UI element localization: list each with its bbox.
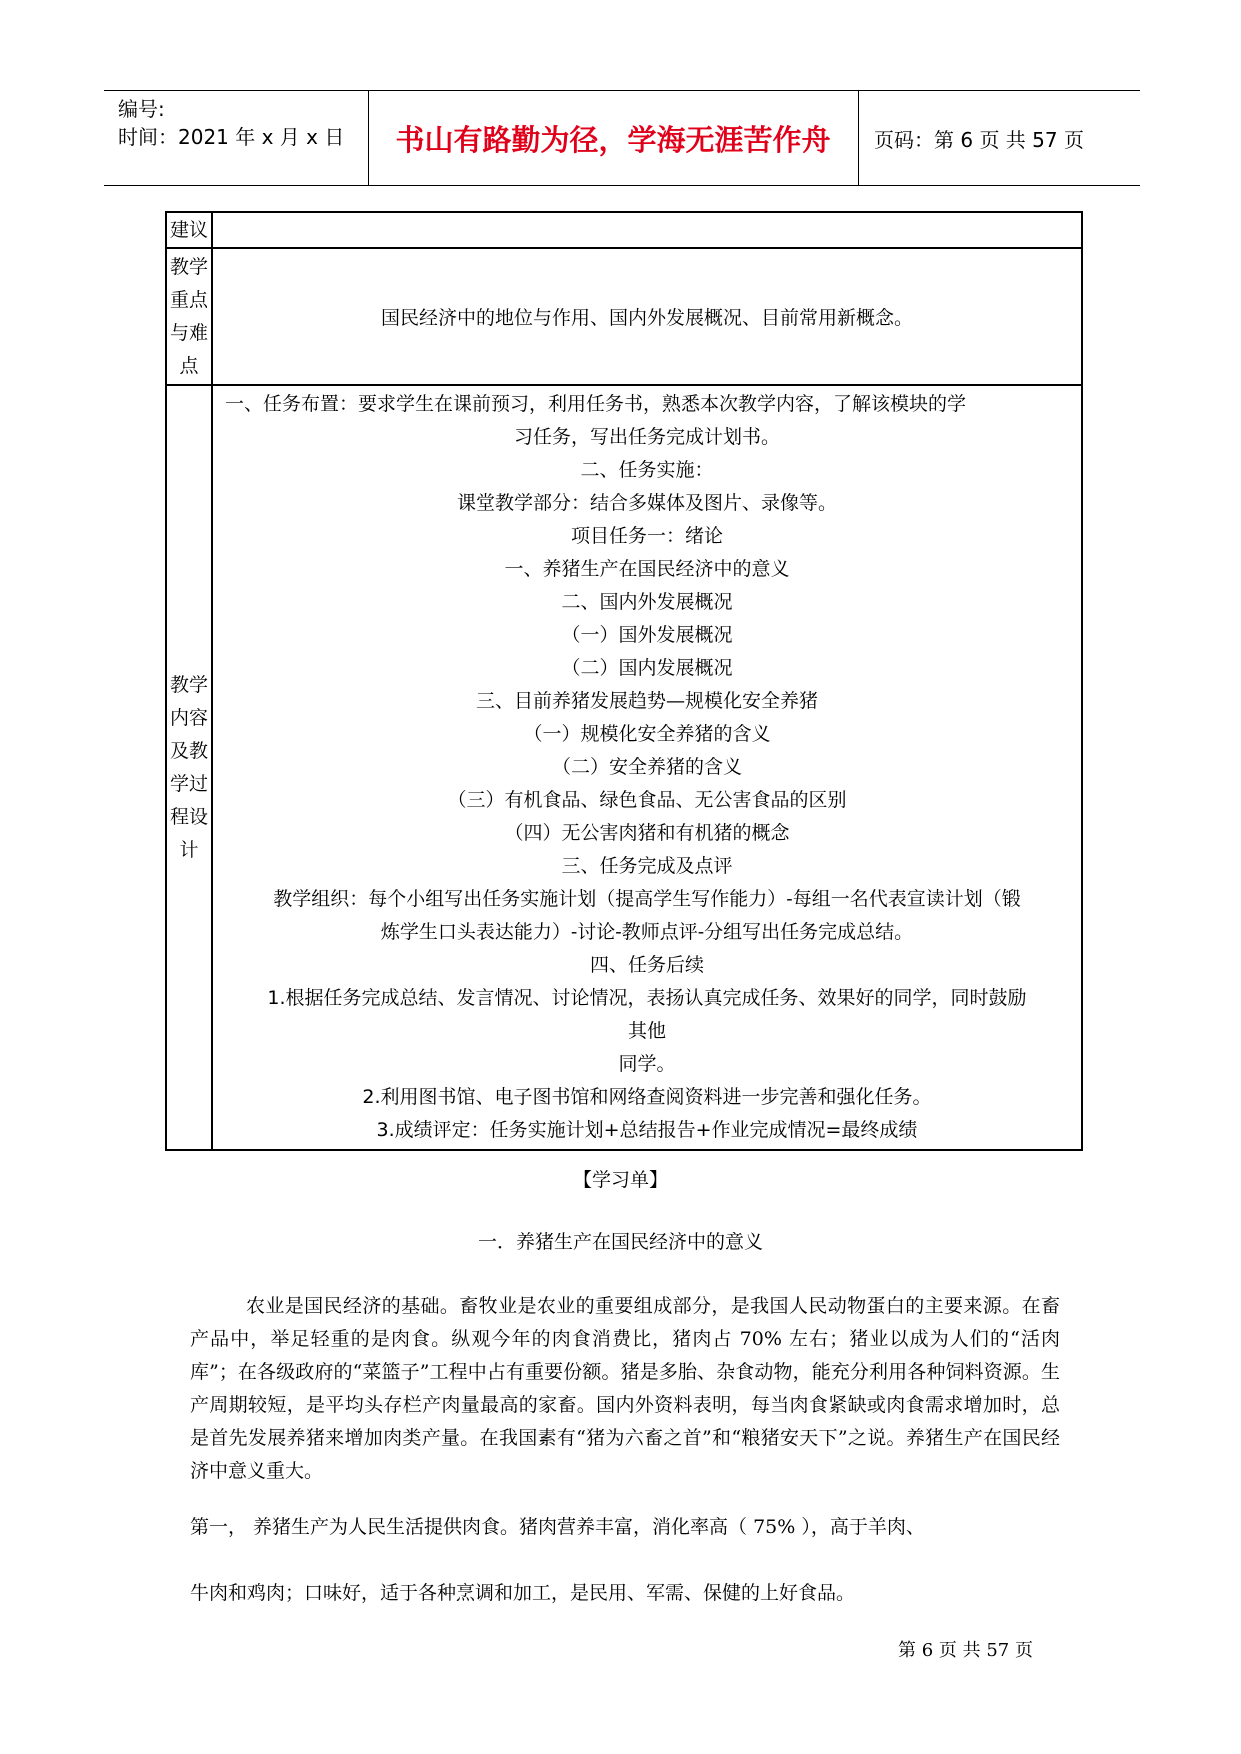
content-line: 四、任务后续	[589, 954, 704, 976]
header-meta	[118, 95, 344, 151]
content-line: （二）安全养猪的含义	[551, 756, 742, 778]
row-label: 教学重点与难点	[166, 248, 212, 385]
body-paragraph: 农业是国民经济的基础。畜牧业是农业的重要组成部分，是我国人民动物蛋白的主要来源。在畜产品中，举足轻重的是肉食。纵观今年的肉食消费比，猪肉占 70% 左右；猪业以成为人们的“活肉库”；在各级政府的“菜篮子”工程中占有重要份额。猪是多胎、杂食动物，能充分利用各种饲料资源。生产周期较短，是平均头存栏产肉量最高的家畜。国内外资料表明，每当肉食紧缺或肉食需求增加时，总是首先发展养猪来增加肉类产量。在我国素有“猪为六畜之首”和“粮猪安天下”之说。养猪生产在国民经济中意义重大。	[190, 1295, 1060, 1482]
row-content	[212, 212, 1082, 248]
page-footer: 第 6 页 共 57 页	[898, 1640, 1033, 1661]
content-line: 炼学生口头表达能力）-讨论-教师点评-分组写出任务完成总结。	[380, 921, 914, 943]
study-sheet-title: 【学习单】	[572, 1169, 668, 1191]
content-line: 同学。	[618, 1053, 676, 1075]
page-header	[104, 90, 1140, 186]
content-line: 3.成绩评定：任务实施计划+总结报告+作业完成情况=最终成绩	[376, 1119, 918, 1141]
content-line: 其他	[627, 1020, 666, 1042]
content-line: 课堂教学部分：结合多媒体及图片、录像等。	[456, 492, 837, 514]
section-title: 一．养猪生产在国民经济中的意义	[477, 1231, 763, 1253]
time-label: 时间：2021 年 x 月 x 日	[118, 125, 345, 149]
body-line: 牛肉和鸡肉；口味好，适于各种烹调和加工，是民用、军需、保健的上好食品。	[190, 1582, 856, 1604]
content-line: 二、国内外发展概况	[561, 591, 733, 613]
content-line: （四）无公害肉猪和有机猪的概念	[504, 822, 790, 844]
content-line: 教学组织：每个小组写出任务实施计划（提高学生写作能力）-每组一名代表宣读计划（锻	[273, 888, 1021, 910]
row-label: 教学内容及教学过程设计	[166, 385, 212, 1150]
motto: 书山有路勤为径，学海无涯苦作舟	[395, 122, 831, 157]
table-row	[166, 212, 1082, 248]
content-line: （一）国外发展概况	[561, 624, 733, 646]
row-content	[212, 385, 1082, 1150]
content-line: 项目任务一：绪论	[570, 525, 723, 547]
lesson-table	[165, 211, 1083, 1151]
page-label: 页码：第 6 页 共 57 页	[874, 127, 1084, 152]
table-row	[166, 385, 1082, 1150]
content-line: 二、任务实施：	[580, 459, 714, 481]
body-line: 第一， 养猪生产为人民生活提供肉食。猪肉营养丰富，消化率高（ 75% ），高于羊肉、	[190, 1516, 925, 1538]
serial-label: 编号:	[118, 97, 165, 121]
content-line: （三）有机食品、绿色食品、无公害食品的区别	[447, 789, 847, 811]
table-row	[166, 248, 1082, 385]
content-line: 三、任务完成及点评	[561, 855, 733, 877]
content-line: 一、任务布置：要求学生在课前预习，利用任务书，熟悉本次教学内容，了解该模块的学	[225, 393, 967, 415]
content-line: （一）规模化安全养猪的含义	[523, 723, 771, 745]
content-line: 2.利用图书馆、电子图书馆和网络查阅资料进一步完善和强化任务。	[362, 1086, 932, 1108]
content-line: 习任务，写出任务完成计划书。	[513, 426, 780, 448]
content-line: 三、目前养猪发展趋势—规模化安全养猪	[475, 690, 818, 712]
content-line: 一、养猪生产在国民经济中的意义	[504, 558, 790, 580]
content-line: 1.根据任务完成总结、发言情况、讨论情况，表扬认真完成任务、效果好的同学，同时鼓励	[267, 987, 1027, 1009]
row-label: 建议	[166, 212, 212, 248]
content-line: （二）国内发展概况	[561, 657, 733, 679]
row-content: 国民经济中的地位与作用、国内外发展概况、目前常用新概念。	[212, 248, 1082, 385]
